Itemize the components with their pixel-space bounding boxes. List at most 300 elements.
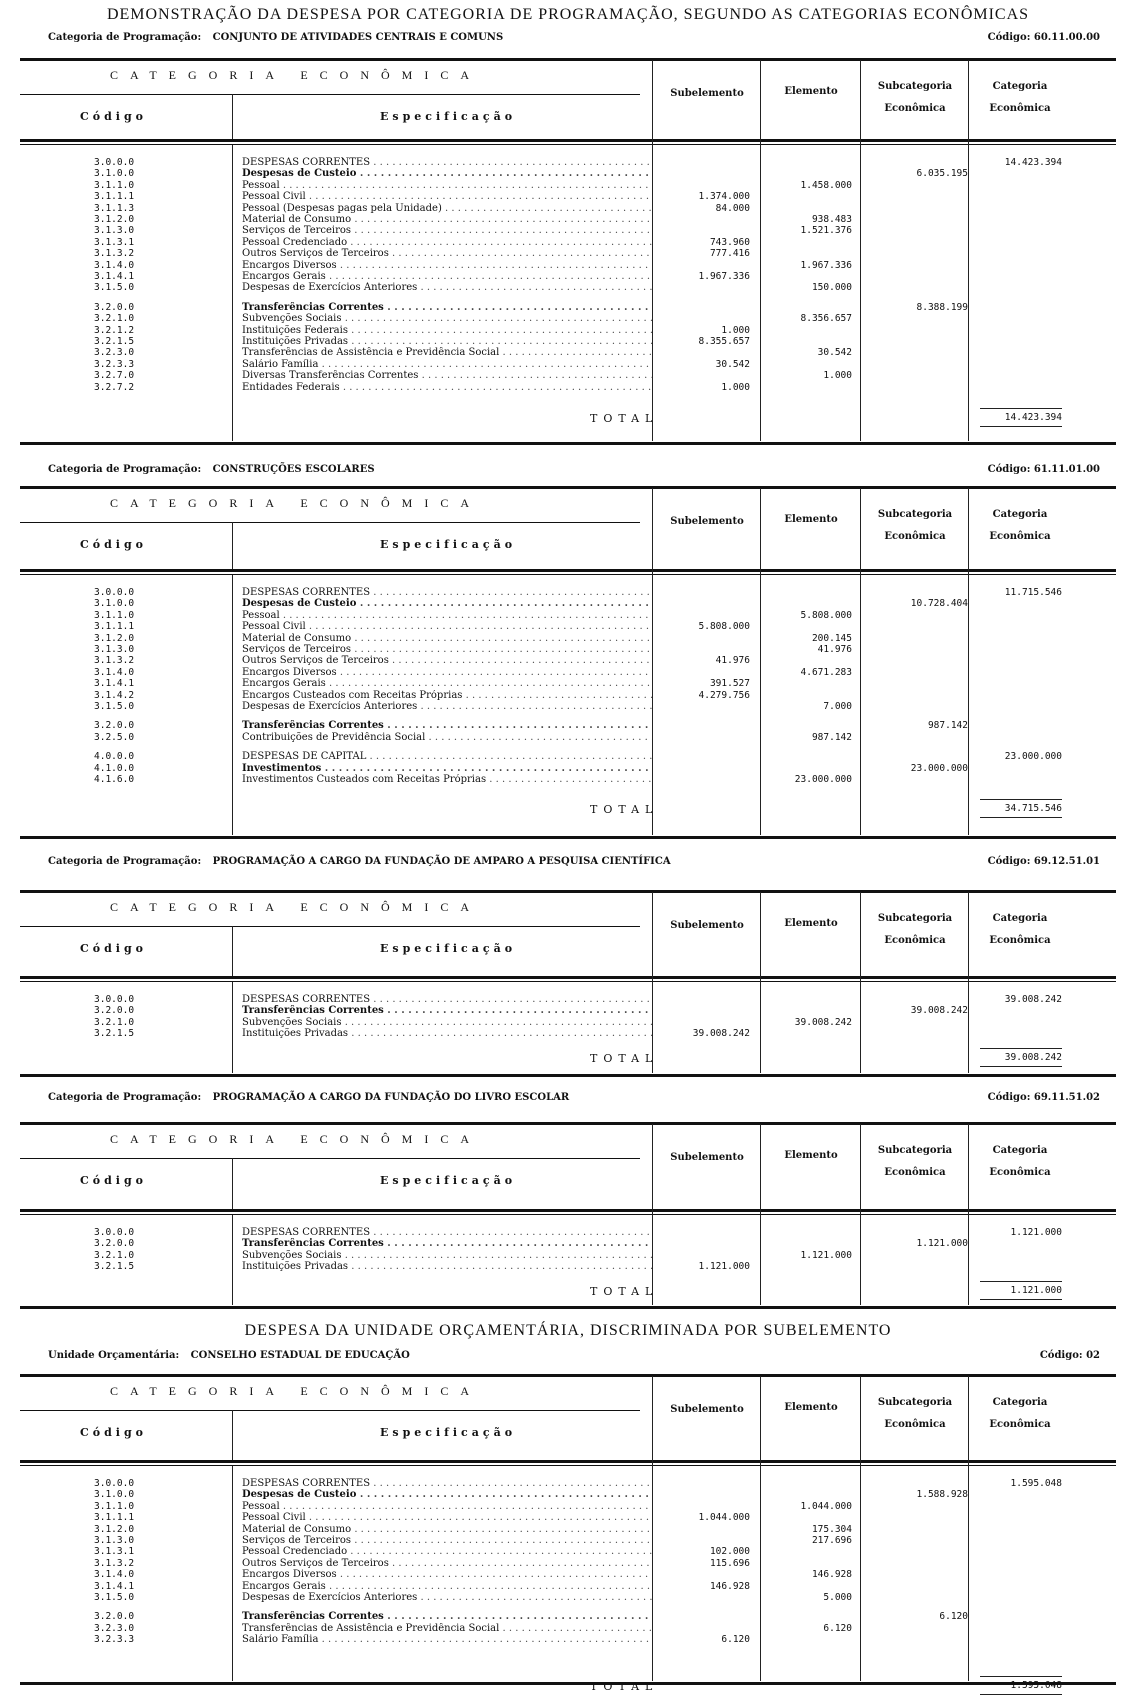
elemento-value: 8.356.657 — [800, 313, 852, 325]
elemento-value: 1.121.000 — [800, 1249, 852, 1261]
table-row — [20, 1558, 1116, 1569]
subelemento-value: 391.527 — [709, 678, 750, 690]
header-bottom-rule-thin — [20, 1214, 1116, 1215]
row-especificacao: Subvenções Sociais . . . — [242, 313, 652, 324]
row-code: 3.1.2.0 — [94, 214, 135, 225]
total-value: 34.715.546 — [1004, 803, 1062, 814]
category-table — [20, 1374, 1116, 1693]
row-code: 3.1.0.0 — [94, 168, 135, 180]
row-code: 3.2.1.0 — [94, 1249, 135, 1261]
table-row — [20, 774, 1116, 785]
row-code: 3.0.0.0 — [94, 157, 135, 168]
code-label: Código: — [987, 1092, 1034, 1103]
header-subcategoria-line: Subcategoria — [877, 1397, 953, 1408]
header-subcategoria — [862, 1140, 968, 1184]
header-cat-sep — [20, 926, 640, 927]
header-subelemento: Subelemento — [670, 88, 744, 99]
column-divider — [860, 892, 861, 1073]
row-code: 3.1.3.2 — [94, 655, 135, 667]
header-subcategoria — [862, 908, 968, 952]
table-row — [20, 1017, 1116, 1028]
row-code: 3.2.0.0 — [94, 301, 135, 313]
subelemento-value: 1.374.000 — [698, 191, 750, 203]
row-especificacao: Investimentos Custeados com Receitas Próprias . . . — [242, 774, 652, 785]
row-especificacao: Instituições Privadas . . . — [242, 336, 652, 347]
table-row — [20, 690, 1116, 701]
header-categoria-line: Categoria — [992, 1145, 1048, 1156]
table-row — [20, 678, 1116, 689]
header-categoria-line: Categoria — [992, 509, 1048, 520]
elemento-value: 1.967.336 — [800, 259, 852, 271]
code-value: 61.11.01.00 — [1033, 464, 1100, 475]
code-label: Código: — [987, 32, 1034, 43]
row-especificacao: Encargos Gerais . . . — [242, 1581, 652, 1592]
row-code: 3.2.1.5 — [94, 1261, 135, 1273]
row-especificacao: Entidades Federais . . . — [242, 382, 652, 393]
header-subcategoria — [862, 76, 968, 120]
programacao-code — [988, 464, 1100, 475]
header-categoria-economica: CATEGORIA ECONÔMICA — [110, 68, 482, 82]
table-row — [20, 347, 1116, 358]
row-especificacao: Serviços de Terceiros . . . — [242, 644, 652, 655]
row-code: 3.2.1.0 — [94, 1016, 135, 1028]
row-code: 3.1.4.1 — [94, 271, 135, 282]
elemento-value: 5.000 — [823, 1592, 852, 1603]
total-label: TOTAL — [590, 412, 659, 425]
elemento-value: 39.008.242 — [794, 1016, 852, 1028]
row-code: 3.0.0.0 — [94, 1227, 135, 1238]
section-title: DESPESA DA UNIDADE ORÇAMENTÁRIA, DISCRIMINADA POR SUBELEMENTO — [244, 1322, 892, 1339]
row-especificacao: Encargos Diversos . . . — [242, 667, 652, 678]
table-row — [20, 382, 1116, 393]
row-code: 3.1.3.1 — [94, 1546, 135, 1558]
row-code: 3.1.3.2 — [94, 248, 135, 260]
table-row — [20, 720, 1116, 731]
subelemento-value: 1.967.336 — [698, 271, 750, 282]
total-label: TOTAL — [590, 1285, 659, 1298]
column-divider — [232, 926, 233, 976]
header-especificacao: Especificação — [380, 1426, 517, 1439]
header-categoria-economica: CATEGORIA ECONÔMICA — [110, 1132, 482, 1146]
code-label: Código: — [987, 856, 1034, 867]
code-value: 02 — [1086, 1350, 1100, 1361]
row-especificacao: DESPESAS CORRENTES . . . — [242, 1478, 652, 1489]
total-label: TOTAL — [590, 1052, 659, 1065]
code-label: Código: — [1039, 1350, 1087, 1361]
header-bottom-rule-thin — [20, 144, 1116, 145]
table-row — [20, 1546, 1116, 1557]
row-especificacao: DESPESAS CORRENTES . . . — [242, 994, 652, 1005]
row-code: 3.2.3.0 — [94, 347, 135, 359]
header-subcategoria — [862, 1392, 968, 1436]
column-divider — [760, 892, 761, 1073]
row-especificacao: Pessoal Civil . . . — [242, 621, 652, 632]
row-code: 3.1.3.2 — [94, 1557, 135, 1569]
row-especificacao: Transferências Correntes . . . — [242, 1238, 652, 1249]
header-bottom-rule — [20, 569, 1116, 572]
table-row — [20, 1005, 1116, 1016]
table-top-rule — [20, 1122, 1116, 1125]
elemento-value: 146.928 — [811, 1569, 852, 1581]
header-especificacao: Especificação — [380, 1174, 517, 1187]
row-especificacao: Diversas Transferências Correntes . . . — [242, 370, 652, 381]
row-especificacao: Serviços de Terceiros . . . — [242, 225, 652, 236]
category-table — [20, 1122, 1116, 1308]
header-bottom-rule — [20, 976, 1116, 979]
row-especificacao: Transferências Correntes . . . — [242, 1611, 652, 1622]
row-especificacao: Encargos Diversos . . . — [242, 1569, 652, 1580]
header-subelemento: Subelemento — [670, 1404, 744, 1415]
subelemento-value: 1.121.000 — [698, 1261, 750, 1273]
total-label: TOTAL — [590, 1680, 659, 1693]
elemento-value: 1.000 — [823, 370, 852, 382]
row-especificacao: Instituições Privadas . . . — [242, 1261, 652, 1272]
row-code: 3.1.2.0 — [94, 1523, 135, 1535]
programacao-code — [988, 856, 1100, 867]
table-row — [20, 1569, 1116, 1580]
column-divider — [232, 1158, 233, 1209]
header-bottom-rule-thin — [20, 981, 1116, 982]
row-code: 3.1.2.0 — [94, 632, 135, 644]
table-row — [20, 621, 1116, 632]
header-categoria-line: Categoria — [992, 1397, 1048, 1408]
table-row — [20, 701, 1116, 712]
elemento-value: 1.521.376 — [800, 225, 852, 237]
row-code: 4.0.0.0 — [94, 751, 135, 763]
header-categoria-line: Econômica — [989, 103, 1051, 114]
subcategoria-value: 6.035.195 — [916, 168, 968, 180]
row-code: 3.1.0.0 — [94, 598, 135, 610]
row-code: 3.1.4.0 — [94, 666, 135, 678]
row-especificacao: Encargos Custeados com Receitas Próprias . . . — [242, 690, 652, 701]
table-row — [20, 610, 1116, 621]
elemento-value: 150.000 — [811, 282, 852, 294]
row-code: 3.1.1.1 — [94, 191, 135, 203]
header-subcategoria-line: Subcategoria — [877, 509, 953, 520]
code-value: 69.11.51.02 — [1033, 1092, 1100, 1103]
column-divider — [968, 892, 969, 1073]
row-code: 3.1.3.1 — [94, 236, 135, 248]
programacao-label: Categoria de Programação: — [48, 464, 202, 475]
table-row — [20, 1501, 1116, 1512]
row-especificacao: Material de Consumo . . . — [242, 214, 652, 225]
header-elemento: Elemento — [784, 514, 838, 525]
subcategoria-value: 23.000.000 — [910, 762, 968, 774]
header-bottom-rule — [20, 1460, 1116, 1463]
programacao-line — [48, 856, 1110, 867]
categoria-value: 11.715.546 — [1004, 587, 1062, 598]
header-categoria-economica: CATEGORIA ECONÔMICA — [110, 900, 482, 914]
column-divider — [860, 1124, 861, 1305]
row-code: 3.1.4.0 — [94, 259, 135, 271]
header-subcategoria-line: Econômica — [884, 103, 946, 114]
subcategoria-value: 10.728.404 — [910, 598, 968, 610]
row-especificacao: DESPESAS CORRENTES . . . — [242, 587, 652, 598]
header-codigo: Código — [80, 942, 147, 955]
table-row — [20, 157, 1116, 168]
table-row — [20, 313, 1116, 324]
subcategoria-value: 1.121.000 — [916, 1238, 968, 1250]
programacao-label: Unidade Orçamentária: — [48, 1350, 180, 1361]
row-code: 3.2.1.5 — [94, 1028, 135, 1040]
header-especificacao: Especificação — [380, 942, 517, 955]
table-row — [20, 370, 1116, 381]
row-especificacao: Outros Serviços de Terceiros . . . — [242, 655, 652, 666]
header-categoria — [970, 908, 1070, 952]
row-code: 3.2.0.0 — [94, 720, 135, 732]
table-bottom-rule — [20, 442, 1116, 445]
total-double-rule — [980, 1299, 1062, 1300]
elemento-value: 4.671.283 — [800, 666, 852, 678]
table-row — [20, 667, 1116, 678]
categoria-value: 23.000.000 — [1004, 751, 1062, 763]
elemento-value: 200.145 — [811, 632, 852, 644]
header-subcategoria-line: Subcategoria — [877, 913, 953, 924]
row-especificacao: Transferências de Assistência e Previdência Social . . . — [242, 347, 652, 358]
header-categoria-line: Econômica — [989, 531, 1051, 542]
row-especificacao: Despesas de Exercícios Anteriores . . . — [242, 1592, 652, 1603]
row-especificacao: Transferências de Assistência e Previdência Social . . . — [242, 1623, 652, 1634]
row-especificacao: Investimentos . . . — [242, 763, 652, 774]
header-subcategoria-line: Econômica — [884, 531, 946, 542]
categoria-value: 14.423.394 — [1004, 157, 1062, 168]
subelemento-value: 146.928 — [709, 1580, 750, 1592]
table-row — [20, 1524, 1116, 1535]
elemento-value: 6.120 — [823, 1622, 852, 1634]
row-code: 3.2.1.0 — [94, 313, 135, 325]
row-especificacao: Despesas de Custeio . . . — [242, 1489, 652, 1500]
header-subelemento: Subelemento — [670, 1152, 744, 1163]
row-especificacao: DESPESAS CORRENTES . . . — [242, 157, 652, 168]
category-table — [20, 486, 1116, 838]
row-code: 3.1.4.1 — [94, 678, 135, 690]
header-codigo: Código — [80, 1426, 147, 1439]
table-bottom-rule — [20, 836, 1116, 839]
row-especificacao: Material de Consumo . . . — [242, 633, 652, 644]
table-row — [20, 1261, 1116, 1272]
category-table — [20, 890, 1116, 1076]
row-especificacao: Pessoal . . . — [242, 1501, 652, 1512]
header-categoria-economica: CATEGORIA ECONÔMICA — [110, 496, 482, 510]
row-code: 3.2.0.0 — [94, 1238, 135, 1250]
elemento-value: 7.000 — [823, 701, 852, 712]
header-subcategoria-line: Econômica — [884, 935, 946, 946]
table-row — [20, 203, 1116, 214]
subcategoria-value: 8.388.199 — [916, 301, 968, 313]
header-categoria-line: Categoria — [992, 81, 1048, 92]
row-code: 3.1.3.0 — [94, 1535, 135, 1546]
subelemento-value: 777.416 — [709, 248, 750, 260]
table-row — [20, 282, 1116, 293]
elemento-value: 987.142 — [811, 731, 852, 743]
header-codigo: Código — [80, 1174, 147, 1187]
programacao-line — [48, 464, 1110, 475]
header-categoria-line: Econômica — [989, 1419, 1051, 1430]
row-especificacao: Pessoal Credenciado . . . — [242, 237, 652, 248]
row-code: 3.1.1.1 — [94, 621, 135, 633]
column-divider — [652, 892, 653, 1073]
row-code: 3.2.7.0 — [94, 370, 135, 382]
header-codigo: Código — [80, 538, 147, 551]
header-bottom-rule-thin — [20, 1465, 1116, 1466]
total-rule — [980, 799, 1062, 800]
subelemento-value: 1.044.000 — [698, 1512, 750, 1524]
programacao-label: Categoria de Programação: — [48, 856, 202, 867]
header-categoria — [970, 1392, 1070, 1436]
total-rule — [980, 1676, 1062, 1677]
total-label: TOTAL — [590, 803, 659, 816]
subelemento-value: 39.008.242 — [692, 1028, 750, 1040]
row-code: 3.1.3.0 — [94, 225, 135, 237]
table-row — [20, 1592, 1116, 1603]
category-table — [20, 58, 1116, 444]
elemento-value: 5.808.000 — [800, 609, 852, 621]
row-especificacao: Salário Família . . . — [242, 359, 652, 370]
table-row — [20, 1512, 1116, 1523]
subelemento-value: 41.976 — [715, 655, 750, 667]
row-especificacao: DESPESAS DE CAPITAL . . . — [242, 751, 652, 762]
row-code: 3.1.3.0 — [94, 644, 135, 655]
total-double-rule — [980, 817, 1062, 818]
total-rule — [980, 408, 1062, 409]
row-code: 3.1.5.0 — [94, 282, 135, 294]
table-row — [20, 1028, 1116, 1039]
subelemento-value: 115.696 — [709, 1557, 750, 1569]
row-code: 3.1.1.0 — [94, 1500, 135, 1512]
table-row — [20, 587, 1116, 598]
table-row — [20, 994, 1116, 1005]
table-row — [20, 225, 1116, 236]
programacao-code — [1040, 1350, 1100, 1361]
header-bottom-rule-thin — [20, 574, 1116, 575]
categoria-value: 39.008.242 — [1004, 994, 1062, 1005]
table-row — [20, 1250, 1116, 1261]
header-cat-sep — [20, 1158, 640, 1159]
table-row — [20, 633, 1116, 644]
row-especificacao: Material de Consumo . . . — [242, 1524, 652, 1535]
elemento-value: 30.542 — [817, 347, 852, 359]
programacao-line — [48, 1092, 1110, 1103]
row-especificacao: Contribuições de Previdência Social . . . — [242, 732, 652, 743]
table-row — [20, 598, 1116, 609]
row-especificacao: Encargos Gerais . . . — [242, 678, 652, 689]
row-especificacao: Salário Família . . . — [242, 1634, 652, 1645]
elemento-value: 217.696 — [811, 1535, 852, 1546]
programacao-name: CONJUNTO DE ATIVIDADES CENTRAIS E COMUNS — [209, 32, 504, 43]
row-especificacao: Encargos Diversos . . . — [242, 260, 652, 271]
table-row — [20, 1478, 1116, 1489]
subcategoria-value: 6.120 — [939, 1611, 968, 1623]
table-row — [20, 655, 1116, 666]
row-code: 3.1.4.2 — [94, 689, 135, 701]
header-subcategoria-line: Econômica — [884, 1419, 946, 1430]
header-especificacao: Especificação — [380, 110, 517, 123]
header-categoria — [970, 1140, 1070, 1184]
header-subcategoria-line: Subcategoria — [877, 1145, 953, 1156]
subcategoria-value: 1.588.928 — [916, 1489, 968, 1501]
table-row — [20, 180, 1116, 191]
table-row — [20, 168, 1116, 179]
categoria-value: 1.121.000 — [1010, 1227, 1062, 1238]
subelemento-value: 1.000 — [721, 324, 750, 336]
subcategoria-value: 987.142 — [927, 720, 968, 732]
row-code: 3.1.1.3 — [94, 202, 135, 214]
table-top-rule — [20, 1374, 1116, 1377]
programacao-name: PROGRAMAÇÃO A CARGO DA FUNDAÇÃO DO LIVRO ESCOLAR — [209, 1092, 570, 1103]
row-code: 3.1.1.1 — [94, 1512, 135, 1524]
table-row — [20, 763, 1116, 774]
subelemento-value: 743.960 — [709, 236, 750, 248]
code-value: 60.11.00.00 — [1033, 32, 1100, 43]
row-code: 3.2.3.3 — [94, 358, 135, 370]
row-code: 3.2.5.0 — [94, 731, 135, 743]
subelemento-value: 8.355.657 — [698, 335, 750, 347]
table-bottom-rule — [20, 1306, 1116, 1309]
table-row — [20, 732, 1116, 743]
row-code: 4.1.0.0 — [94, 762, 135, 774]
row-especificacao: Pessoal . . . — [242, 180, 652, 191]
subelemento-value: 30.542 — [715, 358, 750, 370]
subcategoria-value: 39.008.242 — [910, 1005, 968, 1017]
table-row — [20, 191, 1116, 202]
table-row — [20, 1581, 1116, 1592]
row-especificacao: Encargos Gerais . . . — [242, 271, 652, 282]
table-row — [20, 1227, 1116, 1238]
row-especificacao: Subvenções Sociais . . . — [242, 1017, 652, 1028]
table-row — [20, 1535, 1116, 1546]
row-especificacao: Pessoal Civil . . . — [242, 191, 652, 202]
table-row — [20, 1489, 1116, 1500]
header-bottom-rule — [20, 139, 1116, 142]
subelemento-value: 1.000 — [721, 381, 750, 393]
column-divider — [968, 1124, 969, 1305]
programacao-label: Categoria de Programação: — [48, 1092, 202, 1103]
table-top-rule — [20, 890, 1116, 893]
row-code: 3.0.0.0 — [94, 587, 135, 598]
header-cat-sep — [20, 94, 640, 95]
row-especificacao: Despesas de Exercícios Anteriores . . . — [242, 701, 652, 712]
programacao-line — [48, 1350, 1110, 1361]
total-value: 1.595.048 — [1010, 1680, 1062, 1691]
header-especificacao: Especificação — [380, 538, 517, 551]
table-row — [20, 1634, 1116, 1645]
row-code: 3.1.0.0 — [94, 1489, 135, 1501]
header-categoria-line: Econômica — [989, 1167, 1051, 1178]
elemento-value: 1.044.000 — [800, 1500, 852, 1512]
row-code: 3.1.5.0 — [94, 701, 135, 712]
elemento-value: 175.304 — [811, 1523, 852, 1535]
table-row — [20, 260, 1116, 271]
subelemento-value: 4.279.756 — [698, 689, 750, 701]
programacao-line — [48, 32, 1110, 43]
programacao-label: Categoria de Programação: — [48, 32, 202, 43]
row-especificacao: Transferências Correntes . . . — [242, 720, 652, 731]
header-elemento: Elemento — [784, 86, 838, 97]
row-code: 3.1.1.0 — [94, 179, 135, 191]
row-especificacao: Outros Serviços de Terceiros . . . — [242, 248, 652, 259]
code-value: 69.12.51.01 — [1033, 856, 1100, 867]
row-code: 3.0.0.0 — [94, 994, 135, 1005]
row-especificacao: Pessoal Credenciado . . . — [242, 1546, 652, 1557]
header-categoria — [970, 504, 1070, 548]
header-categoria-line: Categoria — [992, 913, 1048, 924]
header-subcategoria-line: Subcategoria — [877, 81, 953, 92]
row-code: 3.1.5.0 — [94, 1592, 135, 1603]
table-row — [20, 644, 1116, 655]
row-code: 3.2.7.2 — [94, 381, 135, 393]
page-title: DEMONSTRAÇÃO DA DESPESA POR CATEGORIA DE PROGRAMAÇÃO, SEGUNDO AS CATEGORIAS ECONÔMICAS — [106, 6, 1030, 23]
header-categoria-line: Econômica — [989, 935, 1051, 946]
